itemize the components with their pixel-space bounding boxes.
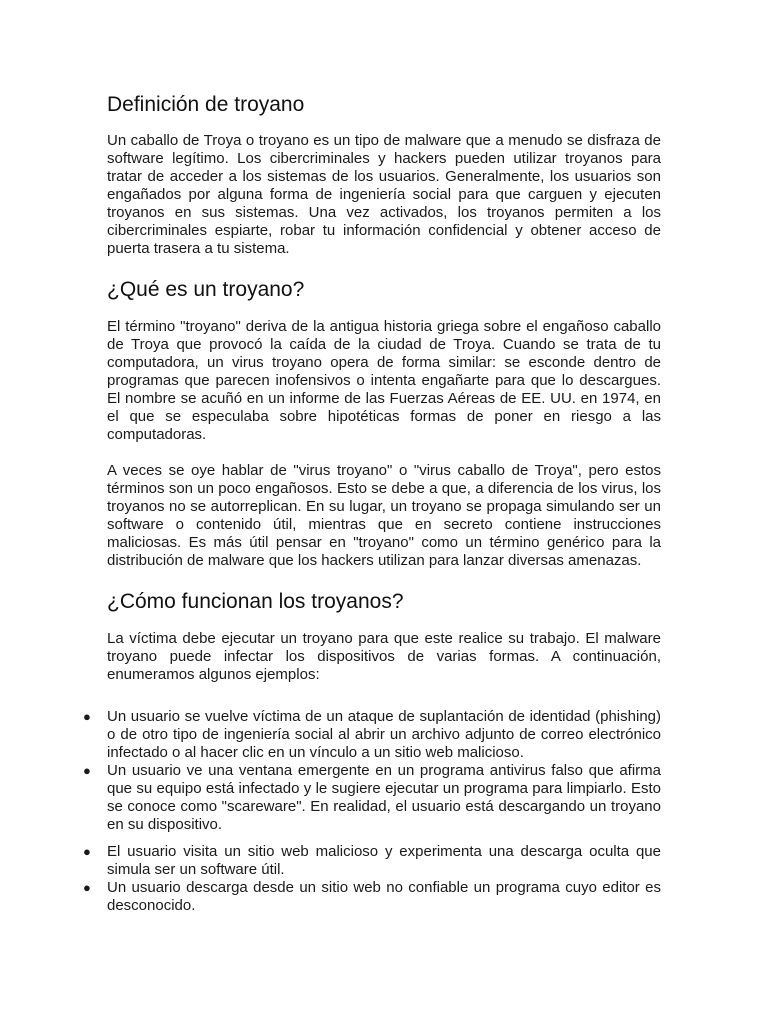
paragraph: El término "troyano" deriva de la antigua historia griega sobre el engañoso caballo de Troya que provocó la caída de la ciudad de Troya. Cuando se trata de tu computadora, un virus troyano opera de forma similar: se esconde dentro de programas que parecen inofensivos o intenta engañarte para que lo descargues. El nombre se acuñó en un informe de las Fuerzas Aéreas de EE. UU. en 1974, en el que se especulaba sobre hipotéticas formas de poner en riesgo a las computadoras. bbox=[107, 318, 661, 443]
section-heading: ¿Cómo funcionan los troyanos? bbox=[107, 590, 404, 613]
list-item-text: Un usuario ve una ventana emergente en un programa antivirus falso que afirma que su equipo está infectado y le sugiere ejecutar un programa para limpiarlo. Esto se conoce como "scareware". En realidad, el usuario está descargando un troyano en su dispositivo. bbox=[107, 762, 661, 833]
section-definicion bbox=[107, 92, 661, 258]
section-heading: ¿Qué es un troyano? bbox=[107, 278, 305, 301]
paragraph: A veces se oye hablar de "virus troyano" o "virus caballo de Troya", pero estos términos son un poco engañosos. Esto se debe a que, a diferencia de los virus, los troyanos no se autorreplican. En su lugar, un troyano se propaga simulando ser un software o contenido útil, mientras que en secreto contiene instrucciones maliciosas. Es más útil pensar en "troyano" como un término genérico para la distribución de malware que los hackers utilizan para lanzar diversas amenazas. bbox=[107, 462, 661, 569]
section-heading: Definición de troyano bbox=[107, 93, 305, 116]
bullet-icon: ● bbox=[83, 880, 91, 895]
paragraph: Un caballo de Troya o troyano es un tipo de malware que a menudo se disfraza de software legítimo. Los cibercriminales y hackers pueden utilizar troyanos para tratar de acceder a los sistemas de los usuarios. Generalmente, los usuarios son engañados por alguna forma de ingeniería social para que carguen y ejecuten troyanos en sus sistemas. Una vez activados, los troyanos permiten a los cibercriminales espiarte, robar tu información confidencial y obtener acceso de puerta trasera a tu sistema. bbox=[107, 132, 661, 257]
bullet-icon: ● bbox=[83, 763, 91, 778]
examples-list bbox=[83, 708, 661, 915]
bullet-icon: ● bbox=[83, 844, 91, 859]
section-que-es bbox=[107, 277, 661, 570]
list-item bbox=[83, 879, 661, 915]
bullet-icon: ● bbox=[83, 709, 91, 724]
list-item-text: Un usuario se vuelve víctima de un ataque de suplantación de identidad (phishing) o de otro tipo de ingeniería social al abrir un archivo adjunto de correo electrónico infectado o al hacer clic en un vínculo a un sitio web malicioso. bbox=[107, 708, 661, 761]
list-item-text: Un usuario descarga desde un sitio web no confiable un programa cuyo editor es desconocido. bbox=[107, 879, 661, 914]
list-item bbox=[83, 708, 661, 762]
list-item-text: El usuario visita un sitio web malicioso y experimenta una descarga oculta que simula ser un software útil. bbox=[107, 843, 661, 878]
section-como-funcionan bbox=[83, 589, 661, 915]
paragraph: La víctima debe ejecutar un troyano para que este realice su trabajo. El malware troyano puede infectar los dispositivos de varias formas. A continuación, enumeramos algunos ejemplos: bbox=[107, 630, 661, 683]
list-item bbox=[83, 762, 661, 834]
list-item bbox=[83, 843, 661, 879]
